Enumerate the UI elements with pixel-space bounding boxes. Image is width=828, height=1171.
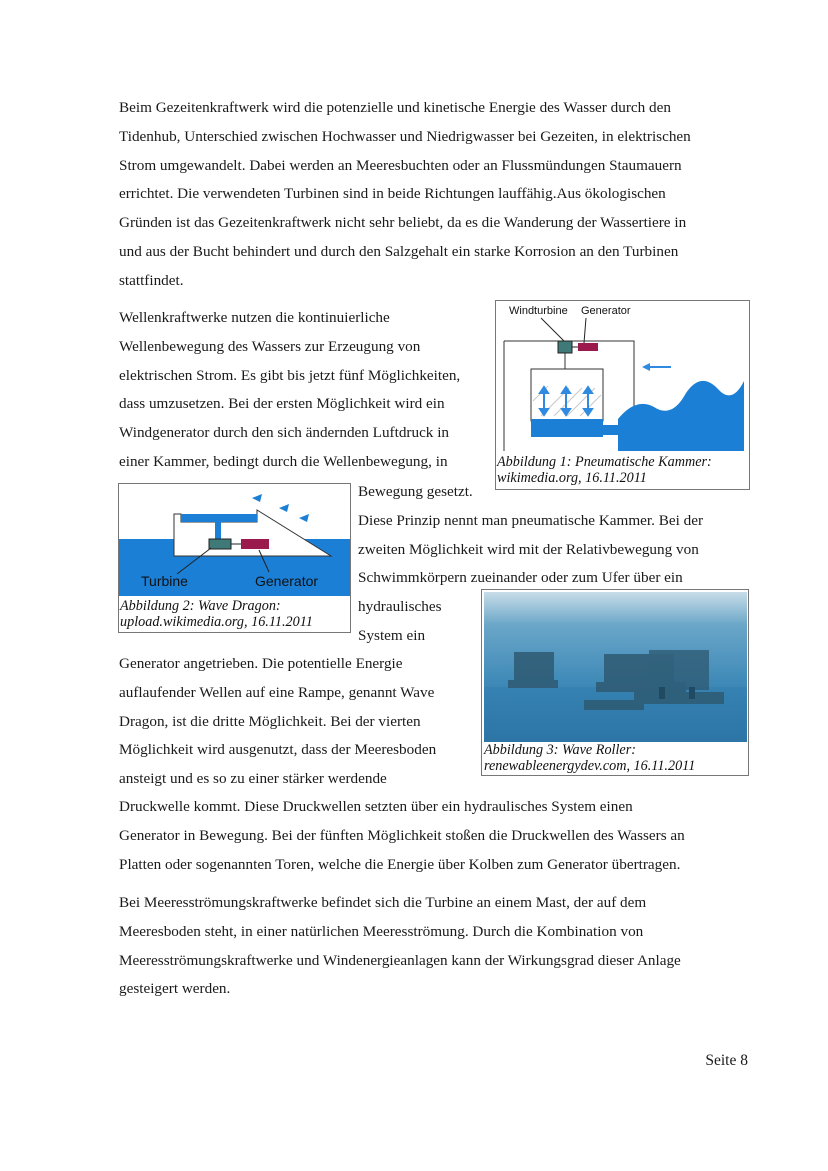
text-line: System ein [358,626,426,644]
spray-drop [299,514,309,522]
figure-pneumatic-chamber [495,300,750,490]
label-leader-line [541,318,566,343]
text-line: Beim Gezeitenkraftwerk wird die potenzielle und kinetische Energie des Wasser durch den [119,99,671,116]
text-line: Platten oder sogenannten Toren, welche die Energie über Kolben zum Generator übertragen. [119,855,681,873]
paragraph-tidal-power [119,94,691,296]
generator-label: Generator [581,305,631,317]
figure-wave-roller [481,589,749,776]
figure-caption [484,742,695,774]
text-line: Meeresboden steht, in einer natürlichen Meeresströmung. Durch die Kombination von [119,922,644,940]
figure-caption [497,454,712,486]
caption-line: renewableenergydev.com, 16.11.2011 [484,758,696,774]
text-line: Meeresströmungskraftwerke und Windenergieanlagen kann der Wirkungsgrad dieser Anlage [119,951,681,969]
text-line: Diese Prinzip nennt man pneumatische Kammer. Bei der [358,511,703,529]
text-line: Druckwelle kommt. Diese Druckwellen setzten über ein hydraulisches System einen [119,798,633,815]
label-leader-line [584,318,586,343]
text-line: Gründen ist das Gezeitenkraftwerk nicht sehr beliebt, da es die Wanderung der Wassertiere in [119,214,687,232]
reservoir-water [181,514,257,522]
text-line: Wellenbewegung des Wassers zur Erzeugung von [119,337,421,355]
generator-label: Generator [255,573,319,589]
text-line: zweiten Möglichkeit wird mit der Relativbewegung von [358,540,699,558]
wave-roller-photo [484,592,747,742]
windturbine-block [558,341,572,353]
paragraph-wave-power-lower [119,650,436,794]
text-line: gesteigert werden. [119,980,231,998]
text-line: Wellenkraftwerke nutzen die kontinuierliche [119,309,390,326]
text-line: elektrischen Strom. Es gibt bis jetzt fünf Möglichkeiten, [119,366,461,384]
caption-line: Abbildung 2: Wave Dragon: [120,598,281,614]
caption-line: Abbildung 1: Pneumatische Kammer: [497,454,712,470]
pneumatic-chamber-diagram [496,301,749,451]
text-line: errichtet. Die verwendeten Turbinen sind in beide Richtungen lauffähig.Aus ökologischen [119,185,666,203]
text-line: Generator angetrieben. Die potentielle Energie [119,655,403,672]
text-line: auflaufender Wellen auf eine Rampe, genannt Wave [119,683,435,701]
text-line: Bewegung gesetzt. [358,483,473,500]
turbine-label: Turbine [141,573,188,589]
sea-waves [618,381,744,451]
text-line: Strom umgewandelt. Dabei werden an Meeresbuchten oder an Flussmündungen Staumauern [119,156,682,174]
figure-wave-dragon [118,483,351,633]
spray-drop [252,494,262,502]
windturbine-label: Windturbine [509,305,568,317]
text-line: einer Kammer, bedingt durch die Wellenbewegung, in [119,452,448,470]
text-line: ansteigt und es so zu einer stärker werdende [119,770,387,788]
text-line: Tidenhub, Unterschied zwischen Hochwasser und Niedrigwasser bei Gezeiten, in elektrischen [119,127,691,145]
figure-caption [120,598,313,630]
text-line: hydraulisches [358,598,442,616]
paragraph-wave-power-intro [119,304,460,477]
text-line: Dragon, ist die dritte Möglichkeit. Bei der vierten [119,712,421,730]
text-line: Bei Meeresströmungskraftwerke befindet sich die Turbine an einem Mast, der auf dem [119,894,647,911]
paragraph-ocean-current-power [119,889,681,1004]
spray-drop [279,504,289,512]
chamber-water [531,419,603,437]
generator-block [578,343,598,351]
text-line: dass umzusetzen. Bei der ersten Möglichkeit wird ein [119,395,445,413]
wave-arrow-head [642,363,650,371]
paragraph-wave-power-tail [119,793,685,879]
caption-line: wikimedia.org, 16.11.2011 [497,470,647,486]
wave-dragon-diagram [119,484,350,596]
caption-line: upload.wikimedia.org, 16.11.2011 [120,614,313,630]
text-line: Windgenerator durch den sich ändernden Luftdruck in [119,424,450,442]
text-line: Generator in Bewegung. Bei der fünften Möglichkeit stoßen die Druckwellen des Wassers an [119,826,685,844]
text-line: stattfindet. [119,271,184,289]
outflow-pipe [215,522,221,540]
text-line: Schwimmkörpern zueinander oder zum Ufer über ein [358,569,683,587]
text-line: Möglichkeit wird ausgenutzt, dass der Meeresboden [119,741,437,759]
page-number: Seite 8 [705,1052,748,1069]
turbine-block [209,539,231,549]
text-line: und aus der Bucht behindert und durch den Salzgehalt ein starke Korrosion an den Turbinen [119,242,679,260]
caption-line: Abbildung 3: Wave Roller: [484,742,636,758]
generator-block [241,539,269,549]
